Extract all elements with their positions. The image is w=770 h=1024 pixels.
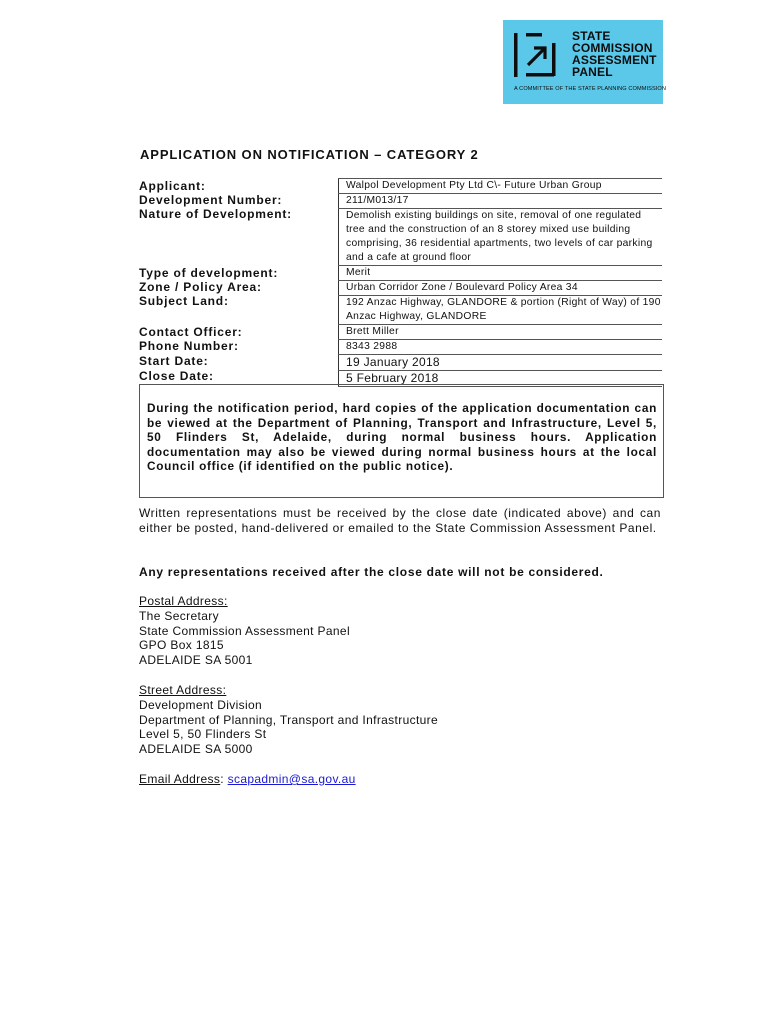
postal-line-3: GPO Box 1815 <box>139 638 224 653</box>
start-label: Start Date: <box>139 353 209 368</box>
phone-value: 8343 2988 <box>339 340 663 355</box>
postal-line-1: The Secretary <box>139 608 219 623</box>
street-line-2: Department of Planning, Transport and Infrastructure <box>139 712 439 727</box>
subject-label: Subject Land: <box>139 293 229 308</box>
applicant-value: Walpol Development Pty Ltd C\- Future Urban Group <box>339 179 663 194</box>
type-value: Merit <box>339 266 663 281</box>
development-number-value: 211/M013/17 <box>339 194 663 209</box>
street-address-heading: Street Address: <box>139 683 227 697</box>
table-row <box>139 179 662 194</box>
street-address <box>139 683 438 757</box>
table-row <box>139 266 662 281</box>
close-label: Close Date: <box>139 368 214 383</box>
nature-value: Demolish existing buildings on site, removal of one regulated tree and the construction of an 8 storey mixed use building comprising, 36 residential apartments, two levels of car parking and a cafe at ground floor <box>339 209 663 266</box>
applicant-label: Applicant: <box>139 178 206 193</box>
details-labels-group-3 <box>139 325 339 387</box>
email-address-heading: Email Address <box>139 772 221 786</box>
details-labels-group-1 <box>139 179 339 266</box>
application-details-table <box>139 178 662 387</box>
close-date-warning: Any representations received after the close date will not be considered. <box>139 565 604 579</box>
street-line-4: ADELAIDE SA 5000 <box>139 742 253 757</box>
street-line-3: Level 5, 50 Flinders St <box>139 727 267 742</box>
zone-value: Urban Corridor Zone / Boulevard Policy Area 34 <box>339 281 663 296</box>
type-label: Type of development: <box>139 265 279 280</box>
notice-box <box>139 384 664 498</box>
subject-value: 192 Anzac Highway, GLANDORE & portion (Right of Way) of 190 Anzac Highway, GLANDORE <box>339 296 663 325</box>
written-representations-text: Written representations must be received by the close date (indicated above) and can either be posted, hand-delivered or emailed to the State Commission Assessment Panel. <box>139 506 661 535</box>
postal-address-heading: Postal Address: <box>139 594 228 608</box>
logo-subtitle: A COMMITTEE OF THE STATE PLANNING COMMISSION <box>514 86 667 92</box>
table-row <box>139 325 662 340</box>
logo-wordmark: STATE COMMISSION ASSESSMENT PANEL <box>572 29 657 79</box>
contact-label: Contact Officer: <box>139 324 243 339</box>
contact-value: Brett Miller <box>339 325 663 340</box>
notice-text: During the notification period, hard copies of the application documentation can be viewed at the Department of Planning, Transport and Infrastructure, Level 5, 50 Flinders St, Adelaide, during normal business hours. Application documentation may also be viewed during normal business hours at the local Council office (if identified on the public notice). <box>147 401 657 474</box>
email-link[interactable]: scapadmin@sa.gov.au <box>227 772 356 786</box>
email-address-row <box>139 772 356 786</box>
street-line-1: Development Division <box>139 697 263 712</box>
page-title: APPLICATION ON NOTIFICATION – CATEGORY 2 <box>140 147 479 162</box>
scap-logo <box>503 20 667 104</box>
phone-label: Phone Number: <box>139 338 239 353</box>
details-labels-group-2 <box>139 266 339 325</box>
postal-address <box>139 594 350 668</box>
nature-label: Nature of Development: <box>139 206 292 221</box>
zone-label: Zone / Policy Area: <box>139 279 262 294</box>
email-colon: : <box>220 772 224 786</box>
postal-line-4: ADELAIDE SA 5001 <box>139 653 253 668</box>
arrow-in-box-icon <box>512 29 564 81</box>
development-number-label: Development Number: <box>139 192 283 207</box>
start-date-value: 19 January 2018 <box>339 355 663 371</box>
close-date-value: 5 February 2018 <box>339 371 663 387</box>
postal-line-2: State Commission Assessment Panel <box>139 623 350 638</box>
